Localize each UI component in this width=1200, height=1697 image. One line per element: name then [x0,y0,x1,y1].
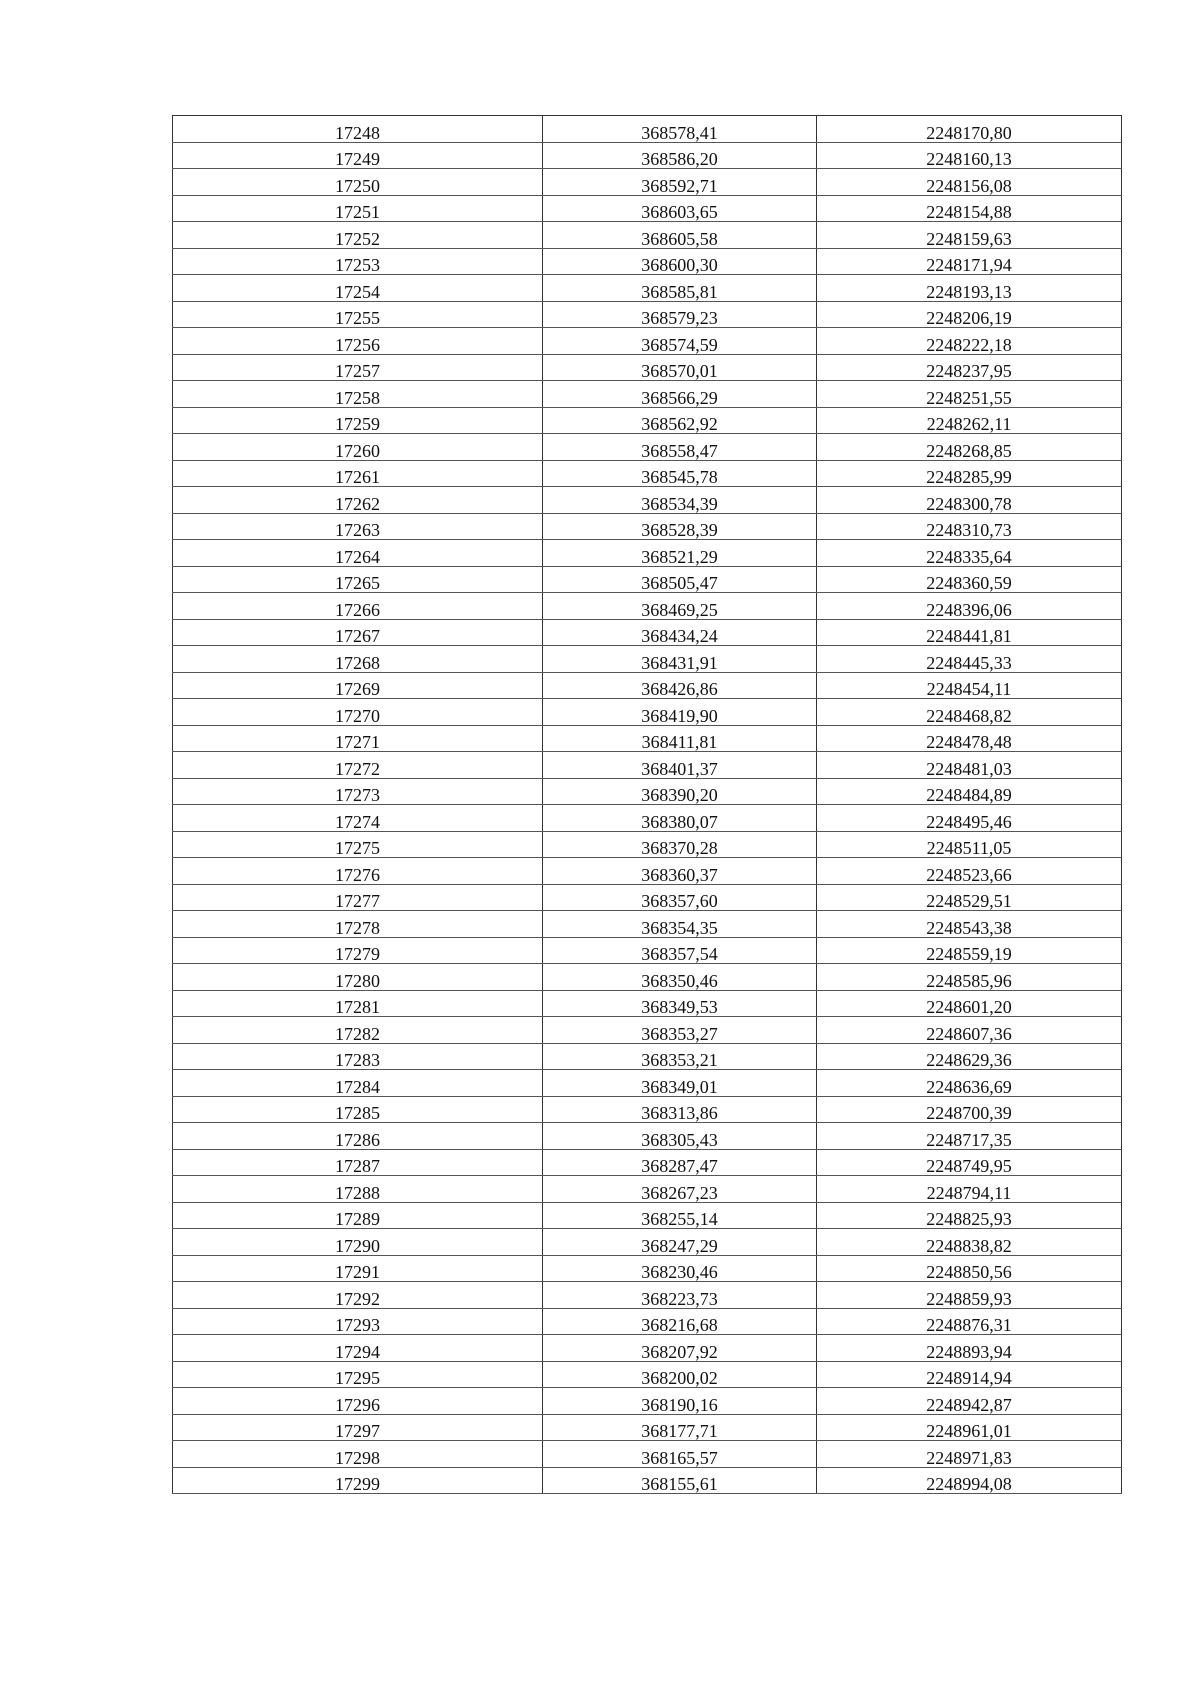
y-coordinate-cell: 2248206,19 [817,301,1122,328]
x-coordinate-cell: 368434,24 [543,619,817,646]
point-number-cell: 17258 [173,381,543,408]
table-row [173,169,1122,196]
y-coordinate-cell: 2248335,64 [817,540,1122,567]
x-coordinate-cell: 368349,01 [543,1070,817,1097]
x-coordinate-cell: 368566,29 [543,381,817,408]
x-coordinate-cell: 368534,39 [543,487,817,514]
table-row [173,540,1122,567]
point-number-cell: 17287 [173,1149,543,1176]
y-coordinate-cell: 2248171,94 [817,248,1122,275]
table-row [173,1335,1122,1362]
coordinates-table [172,115,1122,1494]
x-coordinate-cell: 368545,78 [543,460,817,487]
point-number-cell: 17272 [173,752,543,779]
x-coordinate-cell: 368426,86 [543,672,817,699]
x-coordinate-cell: 368562,92 [543,407,817,434]
y-coordinate-cell: 2248193,13 [817,275,1122,302]
y-coordinate-cell: 2248511,05 [817,831,1122,858]
x-coordinate-cell: 368255,14 [543,1202,817,1229]
table-row [173,1388,1122,1415]
point-number-cell: 17251 [173,195,543,222]
x-coordinate-cell: 368155,61 [543,1467,817,1494]
point-number-cell: 17263 [173,513,543,540]
x-coordinate-cell: 368411,81 [543,725,817,752]
y-coordinate-cell: 2248396,06 [817,593,1122,620]
table-row [173,566,1122,593]
y-coordinate-cell: 2248971,83 [817,1441,1122,1468]
table-row [173,1017,1122,1044]
table-row [173,407,1122,434]
x-coordinate-cell: 368390,20 [543,778,817,805]
y-coordinate-cell: 2248523,66 [817,858,1122,885]
point-number-cell: 17265 [173,566,543,593]
point-number-cell: 17257 [173,354,543,381]
point-number-cell: 17290 [173,1229,543,1256]
table-row [173,1176,1122,1203]
y-coordinate-cell: 2248160,13 [817,142,1122,169]
x-coordinate-cell: 368380,07 [543,805,817,832]
y-coordinate-cell: 2248529,51 [817,884,1122,911]
y-coordinate-cell: 2248893,94 [817,1335,1122,1362]
table-row [173,1441,1122,1468]
table-row [173,646,1122,673]
x-coordinate-cell: 368579,23 [543,301,817,328]
table-row [173,1149,1122,1176]
y-coordinate-cell: 2248445,33 [817,646,1122,673]
y-coordinate-cell: 2248478,48 [817,725,1122,752]
table-row [173,752,1122,779]
y-coordinate-cell: 2248300,78 [817,487,1122,514]
y-coordinate-cell: 2248825,93 [817,1202,1122,1229]
y-coordinate-cell: 2248700,39 [817,1096,1122,1123]
point-number-cell: 17291 [173,1255,543,1282]
table-row [173,1467,1122,1494]
point-number-cell: 17254 [173,275,543,302]
table-row [173,1043,1122,1070]
point-number-cell: 17289 [173,1202,543,1229]
point-number-cell: 17279 [173,937,543,964]
x-coordinate-cell: 368190,16 [543,1388,817,1415]
point-number-cell: 17298 [173,1441,543,1468]
table-row [173,911,1122,938]
x-coordinate-cell: 368570,01 [543,354,817,381]
point-number-cell: 17296 [173,1388,543,1415]
table-row [173,619,1122,646]
point-number-cell: 17252 [173,222,543,249]
point-number-cell: 17274 [173,805,543,832]
y-coordinate-cell: 2248495,46 [817,805,1122,832]
y-coordinate-cell: 2248154,88 [817,195,1122,222]
y-coordinate-cell: 2248454,11 [817,672,1122,699]
x-coordinate-cell: 368216,68 [543,1308,817,1335]
point-number-cell: 17275 [173,831,543,858]
y-coordinate-cell: 2248481,03 [817,752,1122,779]
y-coordinate-cell: 2248159,63 [817,222,1122,249]
table-row [173,1123,1122,1150]
y-coordinate-cell: 2248876,31 [817,1308,1122,1335]
table-row [173,434,1122,461]
x-coordinate-cell: 368370,28 [543,831,817,858]
table-row [173,1096,1122,1123]
point-number-cell: 17281 [173,990,543,1017]
point-number-cell: 17250 [173,169,543,196]
table-row [173,1308,1122,1335]
point-number-cell: 17282 [173,1017,543,1044]
y-coordinate-cell: 2248484,89 [817,778,1122,805]
y-coordinate-cell: 2248749,95 [817,1149,1122,1176]
point-number-cell: 17273 [173,778,543,805]
x-coordinate-cell: 368357,60 [543,884,817,911]
table-row [173,593,1122,620]
y-coordinate-cell: 2248222,18 [817,328,1122,355]
point-number-cell: 17295 [173,1361,543,1388]
y-coordinate-cell: 2248268,85 [817,434,1122,461]
table-row [173,1202,1122,1229]
x-coordinate-cell: 368353,21 [543,1043,817,1070]
y-coordinate-cell: 2248859,93 [817,1282,1122,1309]
y-coordinate-cell: 2248585,96 [817,964,1122,991]
y-coordinate-cell: 2248441,81 [817,619,1122,646]
table-row [173,460,1122,487]
x-coordinate-cell: 368586,20 [543,142,817,169]
y-coordinate-cell: 2248717,35 [817,1123,1122,1150]
table-row [173,195,1122,222]
point-number-cell: 17264 [173,540,543,567]
point-number-cell: 17286 [173,1123,543,1150]
point-number-cell: 17259 [173,407,543,434]
table-row [173,884,1122,911]
table-row [173,354,1122,381]
point-number-cell: 17283 [173,1043,543,1070]
y-coordinate-cell: 2248543,38 [817,911,1122,938]
point-number-cell: 17249 [173,142,543,169]
x-coordinate-cell: 368505,47 [543,566,817,593]
table-row [173,699,1122,726]
point-number-cell: 17267 [173,619,543,646]
table-row [173,116,1122,143]
x-coordinate-cell: 368585,81 [543,275,817,302]
point-number-cell: 17266 [173,593,543,620]
table-row [173,858,1122,885]
table-row [173,1361,1122,1388]
y-coordinate-cell: 2248794,11 [817,1176,1122,1203]
table-row [173,725,1122,752]
y-coordinate-cell: 2248838,82 [817,1229,1122,1256]
point-number-cell: 17269 [173,672,543,699]
table-row [173,990,1122,1017]
point-number-cell: 17277 [173,884,543,911]
table-row [173,248,1122,275]
x-coordinate-cell: 368223,73 [543,1282,817,1309]
point-number-cell: 17280 [173,964,543,991]
x-coordinate-cell: 368313,86 [543,1096,817,1123]
x-coordinate-cell: 368431,91 [543,646,817,673]
x-coordinate-cell: 368177,71 [543,1414,817,1441]
table-row [173,1414,1122,1441]
point-number-cell: 17256 [173,328,543,355]
table-row [173,301,1122,328]
x-coordinate-cell: 368267,23 [543,1176,817,1203]
point-number-cell: 17270 [173,699,543,726]
point-number-cell: 17293 [173,1308,543,1335]
x-coordinate-cell: 368200,02 [543,1361,817,1388]
x-coordinate-cell: 368419,90 [543,699,817,726]
x-coordinate-cell: 368600,30 [543,248,817,275]
table-row [173,937,1122,964]
point-number-cell: 17262 [173,487,543,514]
table-row [173,1255,1122,1282]
point-number-cell: 17253 [173,248,543,275]
table-row [173,1282,1122,1309]
y-coordinate-cell: 2248559,19 [817,937,1122,964]
y-coordinate-cell: 2248942,87 [817,1388,1122,1415]
table-row [173,487,1122,514]
x-coordinate-cell: 368605,58 [543,222,817,249]
x-coordinate-cell: 368528,39 [543,513,817,540]
point-number-cell: 17255 [173,301,543,328]
point-number-cell: 17299 [173,1467,543,1494]
point-number-cell: 17248 [173,116,543,143]
x-coordinate-cell: 368401,37 [543,752,817,779]
y-coordinate-cell: 2248285,99 [817,460,1122,487]
x-coordinate-cell: 368165,57 [543,1441,817,1468]
x-coordinate-cell: 368521,29 [543,540,817,567]
point-number-cell: 17268 [173,646,543,673]
table-row [173,831,1122,858]
y-coordinate-cell: 2248170,80 [817,116,1122,143]
point-number-cell: 17278 [173,911,543,938]
y-coordinate-cell: 2248262,11 [817,407,1122,434]
table-row [173,142,1122,169]
y-coordinate-cell: 2248251,55 [817,381,1122,408]
x-coordinate-cell: 368354,35 [543,911,817,938]
x-coordinate-cell: 368287,47 [543,1149,817,1176]
y-coordinate-cell: 2248360,59 [817,566,1122,593]
point-number-cell: 17284 [173,1070,543,1097]
y-coordinate-cell: 2248914,94 [817,1361,1122,1388]
x-coordinate-cell: 368592,71 [543,169,817,196]
y-coordinate-cell: 2248601,20 [817,990,1122,1017]
y-coordinate-cell: 2248629,36 [817,1043,1122,1070]
table-row [173,513,1122,540]
x-coordinate-cell: 368349,53 [543,990,817,1017]
y-coordinate-cell: 2248607,36 [817,1017,1122,1044]
x-coordinate-cell: 368353,27 [543,1017,817,1044]
x-coordinate-cell: 368230,46 [543,1255,817,1282]
x-coordinate-cell: 368360,37 [543,858,817,885]
point-number-cell: 17271 [173,725,543,752]
point-number-cell: 17261 [173,460,543,487]
x-coordinate-cell: 368247,29 [543,1229,817,1256]
point-number-cell: 17285 [173,1096,543,1123]
y-coordinate-cell: 2248156,08 [817,169,1122,196]
x-coordinate-cell: 368469,25 [543,593,817,620]
point-number-cell: 17294 [173,1335,543,1362]
y-coordinate-cell: 2248994,08 [817,1467,1122,1494]
x-coordinate-cell: 368574,59 [543,328,817,355]
point-number-cell: 17260 [173,434,543,461]
table-row [173,805,1122,832]
table-row [173,778,1122,805]
y-coordinate-cell: 2248961,01 [817,1414,1122,1441]
y-coordinate-cell: 2248468,82 [817,699,1122,726]
x-coordinate-cell: 368350,46 [543,964,817,991]
point-number-cell: 17288 [173,1176,543,1203]
x-coordinate-cell: 368357,54 [543,937,817,964]
y-coordinate-cell: 2248636,69 [817,1070,1122,1097]
x-coordinate-cell: 368558,47 [543,434,817,461]
x-coordinate-cell: 368578,41 [543,116,817,143]
table-row [173,964,1122,991]
x-coordinate-cell: 368603,65 [543,195,817,222]
table-row [173,672,1122,699]
y-coordinate-cell: 2248310,73 [817,513,1122,540]
table-row [173,1229,1122,1256]
point-number-cell: 17276 [173,858,543,885]
table-row [173,328,1122,355]
table-row [173,275,1122,302]
table-row [173,381,1122,408]
x-coordinate-cell: 368207,92 [543,1335,817,1362]
table-row [173,222,1122,249]
coordinates-table-body [173,116,1122,1494]
point-number-cell: 17292 [173,1282,543,1309]
table-row [173,1070,1122,1097]
x-coordinate-cell: 368305,43 [543,1123,817,1150]
point-number-cell: 17297 [173,1414,543,1441]
y-coordinate-cell: 2248850,56 [817,1255,1122,1282]
y-coordinate-cell: 2248237,95 [817,354,1122,381]
